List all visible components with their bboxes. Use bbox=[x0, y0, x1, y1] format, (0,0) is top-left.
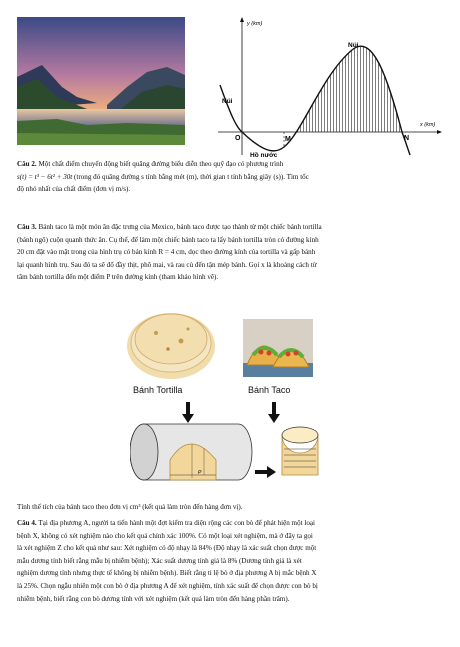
question-3-line: lại quanh hình trụ. Sau đó ta sẽ đổ đầy thịt, phô mai, và rau củ đến tận mép bánh. Gọi x là khoảng cách từ bbox=[17, 260, 317, 269]
question-3-line: (bánh ngô) cuộn quanh thức ăn. Cụ thể, để làm một chiếc bánh taco ta lấy bánh tortilla tròn có đường kính bbox=[17, 235, 319, 244]
question-4-line: là xét nghiệm Z cho kết quả như sau: Xét nghiệm có độ nhạy là 84% (Độ nhạy là xác suất chọn được một bbox=[17, 544, 317, 553]
question-3 bbox=[17, 221, 447, 284]
arrow-right-icon bbox=[255, 466, 277, 478]
origin-label: O bbox=[235, 135, 241, 142]
arrow-down-icon bbox=[268, 402, 280, 424]
left-mountain-label: Núi bbox=[222, 98, 233, 105]
peak-label: Núi bbox=[348, 42, 359, 49]
cylinder-diagram bbox=[130, 420, 255, 484]
question-3-line: tâm bánh tortilla đến một điểm P trên đường kính (tham khảo hình vẽ). bbox=[17, 273, 219, 282]
question-2-line2: (trong đó quãng đường s tính bằng mét (m), thời gian t tính bằng giây (s)). Tìm tốc bbox=[74, 172, 309, 181]
taco-photo bbox=[243, 319, 313, 377]
tortilla-photo bbox=[126, 311, 216, 381]
question-3-line: Bánh taco là một món ăn đặc trưng của Mexico, bánh taco được tạo thành từ một chiếc bánh tortilla bbox=[38, 223, 322, 231]
taco-solid-diagram bbox=[280, 425, 320, 480]
lake-label: Hồ nước bbox=[250, 152, 278, 157]
question-4-number: Câu 4. bbox=[17, 519, 37, 527]
mountain-lake-photo bbox=[17, 17, 185, 145]
question-4-line: là 25%. Chọn ngẫu nhiên một con bò ở địa phương A để xét nghiệm, tính xác suất để chọn được con bò bị bbox=[17, 581, 318, 590]
point-n-label: N bbox=[404, 135, 410, 142]
question-3-ask: Tính thể tích của bánh taco theo đơn vị cm³ (kết quả làm tròn đến hàng đơn vị). bbox=[17, 503, 243, 511]
question-2-line1: Một chất điểm chuyển động biết quãng đường biểu diễn theo quỹ đạo có phương trình bbox=[38, 160, 284, 168]
x-axis-label: x (km) bbox=[420, 122, 436, 128]
question-4-line: mẫu dương tính biết rằng mẫu bị nhiễm bệnh); Xác suất dương tính giả là 8% (Dương tính giả là xét bbox=[17, 556, 302, 565]
point-m-label: M bbox=[285, 136, 291, 143]
question-4-line: bệnh X, không có xét nghiệm nào cho kết quả chính xác 100%. Có một loại xét nghiệm, mà ở đây ta gọi bbox=[17, 531, 313, 540]
question-3-number: Câu 3. bbox=[17, 223, 37, 231]
question-2 bbox=[17, 158, 447, 196]
question-4 bbox=[17, 517, 447, 605]
question-4-line: Tại địa phương A, người ta tiến hành một đợt kiểm tra diện rộng các con bò để phát hiện một loại bbox=[38, 519, 315, 527]
question-4-line: nhiễm bệnh, biết rằng con bò dương tính với xét nghiệm (kết quả làm tròn đến hàng phần trăm). bbox=[17, 594, 290, 603]
y-axis-label: y (km) bbox=[247, 21, 263, 27]
tortilla-label: Bánh Tortilla bbox=[133, 385, 183, 395]
question-2-line3: độ nhỏ nhất của chất điểm (đơn vị m/s). bbox=[17, 185, 131, 194]
point-p-label: P bbox=[198, 470, 202, 476]
question-2-number: Câu 2. bbox=[17, 160, 37, 168]
question-4-line: nghiệm dương tính nhưng thực tế không bị nhiễm bệnh). Biết rằng tỉ lệ bò ở địa phương A bị mắc bệnh X bbox=[17, 569, 317, 578]
question-3-line: 20 cm đặt vào mặt trong của hình trụ có bán kính R = 4 cm, dọc theo đường kính của tortilla và gấp bánh bbox=[17, 248, 316, 257]
question-2-formula: s(t) = t³ − 6t² + 30t bbox=[17, 172, 73, 181]
terrain-graph bbox=[212, 15, 446, 157]
taco-label: Bánh Taco bbox=[248, 385, 291, 395]
